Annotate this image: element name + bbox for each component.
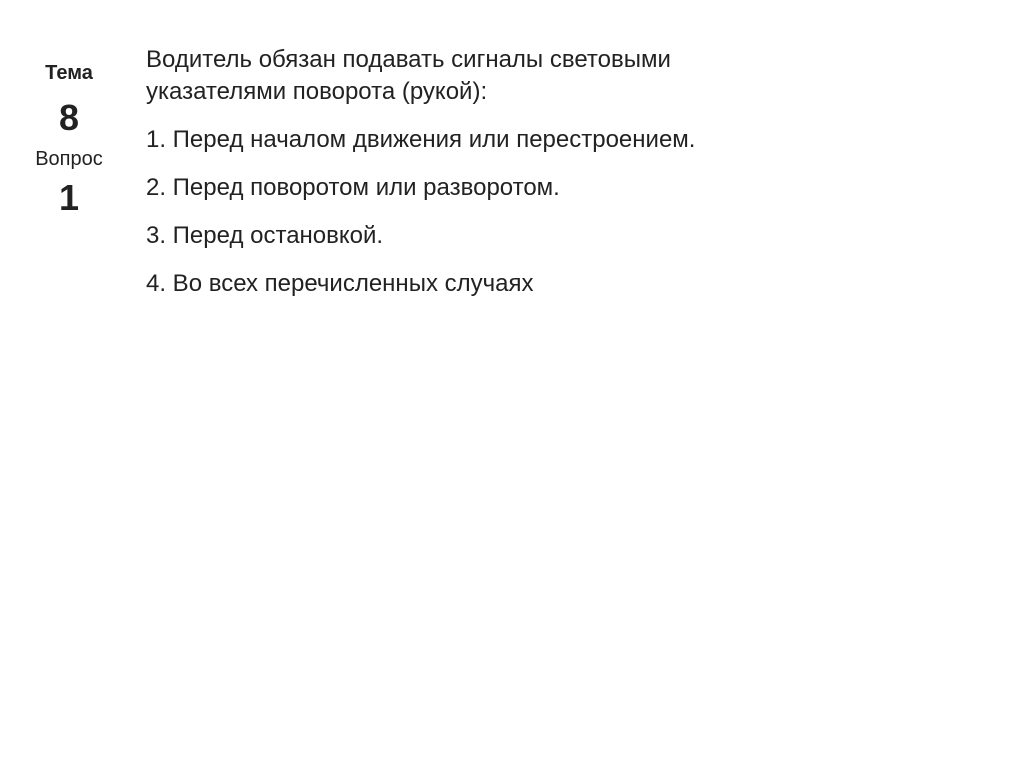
answer-option-3[interactable]: 3. Перед остановкой. xyxy=(146,222,384,249)
topic-question-sidebar xyxy=(14,58,124,218)
question-line-2: указателями поворота (рукой): xyxy=(146,78,488,105)
question-label: Вопрос xyxy=(35,148,103,170)
answer-option-2[interactable]: 2. Перед поворотом или разворотом. xyxy=(146,174,560,201)
topic-label: Тема xyxy=(45,62,93,84)
answer-option-1[interactable]: 1. Перед началом движения или перестроением. xyxy=(146,126,696,153)
answer-option-4[interactable]: 4. Во всех перечисленных случаях xyxy=(146,270,534,297)
question-line-1: Водитель обязан подавать сигналы световыми xyxy=(146,46,671,73)
answer-list xyxy=(146,124,986,300)
topic-number: 8 xyxy=(58,97,80,138)
question-text xyxy=(146,44,986,108)
question-number: 1 xyxy=(58,177,80,218)
question-content xyxy=(146,44,986,300)
